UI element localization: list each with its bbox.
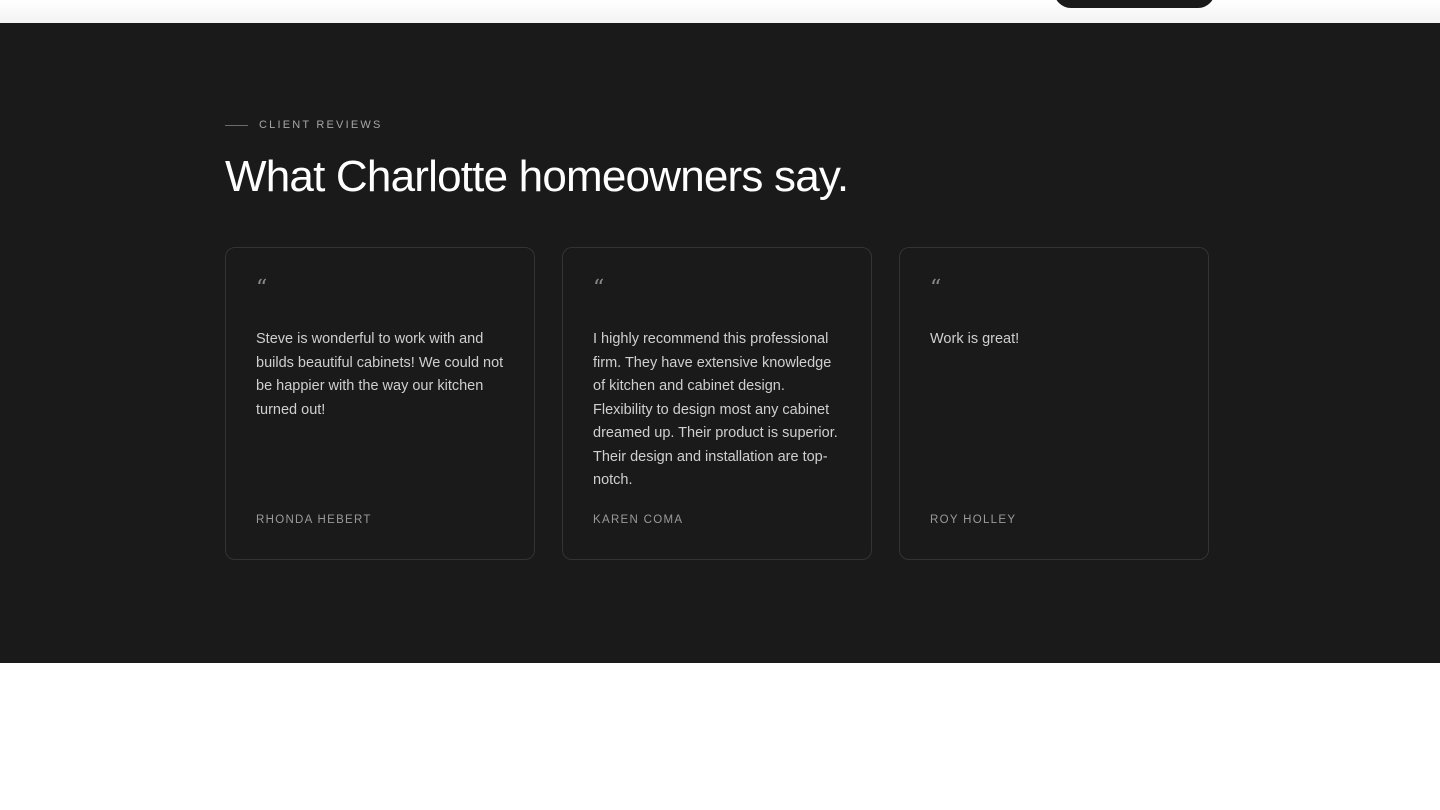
reviewer-name: ROY HOLLEY	[930, 514, 1017, 526]
quote-icon: “	[593, 276, 605, 301]
review-text: Work is great!	[930, 331, 1020, 347]
quote-icon: “	[930, 276, 942, 301]
quote-icon: “	[256, 276, 268, 301]
site-header	[0, 0, 1440, 23]
reviewer-name: KAREN COMA	[593, 514, 684, 526]
section-title: What Charlotte homeowners say.	[225, 152, 849, 201]
review-card-list	[225, 247, 1209, 560]
review-text: I highly recommend this professional firm. They have extensive knowledge of kitchen and cabinet design. Flexibility to design most any cabinet dreamed up. Their product is superior. Their design and installation are top-notch.	[593, 331, 838, 488]
reviewer-name: RHONDA HEBERT	[256, 514, 372, 526]
eyebrow-label: CLIENT REVIEWS	[259, 119, 383, 131]
review-card	[225, 247, 535, 560]
header-cta-button[interactable]	[1054, 0, 1215, 8]
section-eyebrow	[225, 119, 383, 131]
review-card	[899, 247, 1209, 560]
eyebrow-divider	[225, 125, 248, 126]
review-card	[562, 247, 872, 560]
client-reviews-section	[0, 23, 1440, 663]
review-text: Steve is wonderful to work with and builds beautiful cabinets! We could not be happier with the way our kitchen turned out!	[256, 331, 504, 418]
